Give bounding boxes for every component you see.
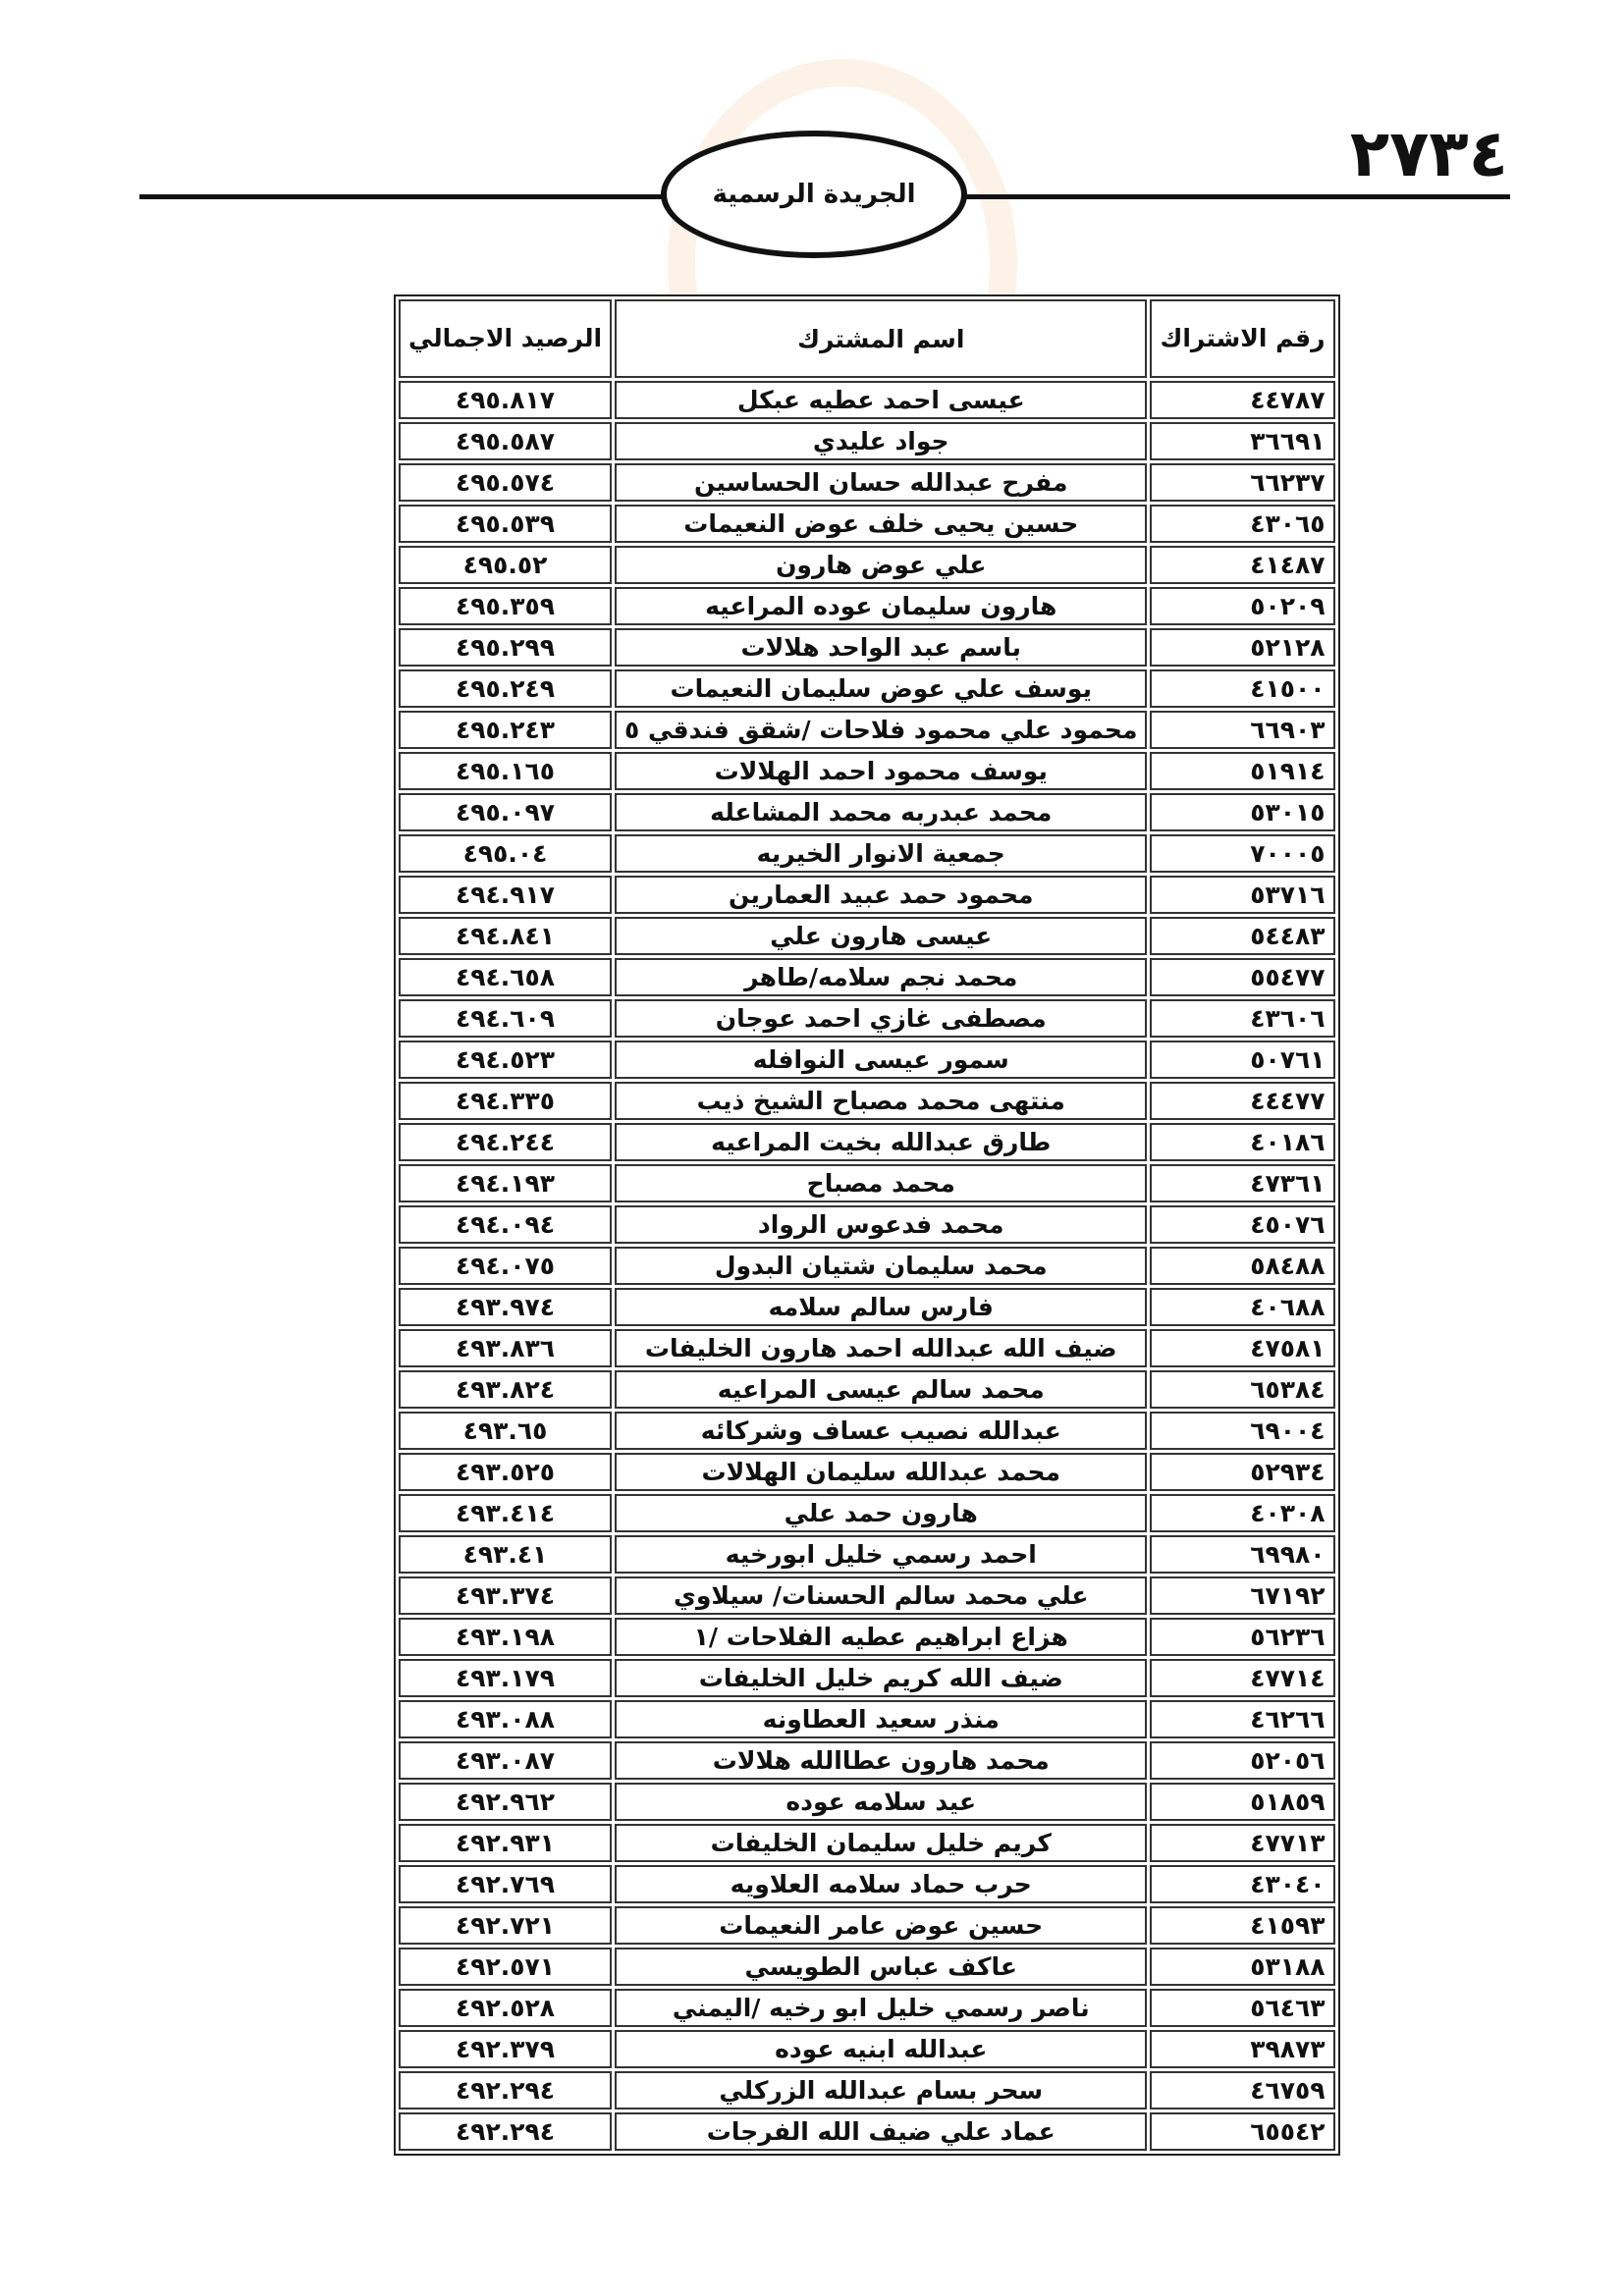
subscriber-name-cell: يوسف علي عوض سليمان النعيمات	[615, 669, 1147, 708]
subscription-number-cell: ٥٥٤٧٧	[1150, 958, 1334, 996]
table-row	[399, 1700, 1335, 1738]
subscription-number-cell: ٥٠٧٦١	[1150, 1041, 1334, 1079]
subscription-number-cell: ٥٣٠١٥	[1150, 793, 1334, 831]
subscriber-name-cell: كريم خليل سليمان الخليفات	[615, 1824, 1147, 1862]
table-row	[399, 1370, 1335, 1409]
total-balance-cell: ٤٩٤.٥٢٣	[399, 1041, 612, 1079]
subscription-number-cell: ٥٣١٨٨	[1150, 1948, 1334, 1986]
total-balance-cell: ٤٩٢.٧٢١	[399, 1906, 612, 1945]
subscriber-name-cell: عبدالله ابنيه عوده	[615, 2030, 1147, 2068]
subscriber-name-cell: باسم عبد الواحد هلالات	[615, 628, 1147, 667]
subscription-number-cell: ٤١٤٨٧	[1150, 546, 1334, 584]
total-balance-cell: ٤٩٢.٥٢٨	[399, 1989, 612, 2027]
total-balance-cell: ٤٩٣.٤١٤	[399, 1494, 612, 1532]
total-balance-cell: ٤٩٥.٥٣٩	[399, 505, 612, 543]
subscriber-name-cell: عاكف عباس الطويسي	[615, 1948, 1147, 1986]
subscriber-name-cell: مصطفى غازي احمد عوجان	[615, 999, 1147, 1038]
table-header-row	[399, 299, 1335, 378]
table-row	[399, 1288, 1335, 1326]
subscriber-name-cell: ناصر رسمي خليل ابو رخيه /اليمني	[615, 1989, 1147, 2027]
subscriber-name-cell: محمد مصباح	[615, 1164, 1147, 1202]
total-balance-cell: ٤٩٣.٨٢٤	[399, 1370, 612, 1409]
subscriber-name-cell: عيسى هارون علي	[615, 917, 1147, 955]
subscription-number-cell: ٤٠٦٨٨	[1150, 1288, 1334, 1326]
subscription-number-cell: ٦٥٥٤٢	[1150, 2112, 1334, 2151]
table-row	[399, 1865, 1335, 1903]
total-balance-cell: ٤٩٣.٨٣٦	[399, 1329, 612, 1367]
subscription-number-cell: ٥٢٠٥٦	[1150, 1741, 1334, 1780]
total-balance-cell: ٤٩٥.٨١٧	[399, 381, 612, 419]
subscription-number-cell: ٥٢١٢٨	[1150, 628, 1334, 667]
total-balance-cell: ٤٩٣.٩٧٤	[399, 1288, 612, 1326]
subscriber-name-cell: عيسى احمد عطيه عبكل	[615, 381, 1147, 419]
subscription-number-cell: ٤٥٠٧٦	[1150, 1205, 1334, 1244]
table-row	[399, 1123, 1335, 1161]
subscriber-name-cell: منذر سعيد العطاونه	[615, 1700, 1147, 1738]
table-row	[399, 1535, 1335, 1574]
subscription-number-cell: ٤٧٧١٤	[1150, 1659, 1334, 1697]
subscriber-name-cell: طارق عبدالله بخيت المراعيه	[615, 1123, 1147, 1161]
table-row	[399, 1041, 1335, 1079]
subscription-number-cell: ٦٩٩٨٠	[1150, 1535, 1334, 1574]
table-row	[399, 1659, 1335, 1697]
subscriber-name-cell: محمد نجم سلامه/طاهر	[615, 958, 1147, 996]
subscription-number-cell: ٤٦٢٦٦	[1150, 1700, 1334, 1738]
subscriber-name-cell: ضيف الله كريم خليل الخليفات	[615, 1659, 1147, 1697]
table-row	[399, 1494, 1335, 1532]
column-header-total-balance: الرصيد الاجمالي	[399, 299, 612, 378]
subscriber-name-cell: مفرح عبدالله حسان الحساسين	[615, 463, 1147, 502]
table-row	[399, 1247, 1335, 1285]
total-balance-cell: ٤٩٢.٢٩٤	[399, 2112, 612, 2151]
table-row	[399, 1164, 1335, 1202]
subscriber-name-cell: عيد سلامه عوده	[615, 1783, 1147, 1821]
subscriber-name-cell: هزاع ابراهيم عطيه الفلاحات /١	[615, 1618, 1147, 1656]
table-row	[399, 1783, 1335, 1821]
subscription-number-cell: ٤٧٥٨١	[1150, 1329, 1334, 1367]
subscription-number-cell: ٤٦٧٥٩	[1150, 2071, 1334, 2109]
table-row	[399, 1618, 1335, 1656]
table-row	[399, 834, 1335, 873]
table-row	[399, 628, 1335, 667]
subscription-number-cell: ٤٠١٨٦	[1150, 1123, 1334, 1161]
subscriber-name-cell: جواد عليدي	[615, 422, 1147, 460]
total-balance-cell: ٤٩٤.٣٣٥	[399, 1082, 612, 1120]
subscription-number-cell: ٥٦٢٣٦	[1150, 1618, 1334, 1656]
total-balance-cell: ٤٩٥.١٦٥	[399, 752, 612, 790]
table-row	[399, 1329, 1335, 1367]
subscriber-name-cell: سمور عيسى النوافله	[615, 1041, 1147, 1079]
total-balance-cell: ٤٩٢.٢٩٤	[399, 2071, 612, 2109]
subscriber-name-cell: جمعية الانوار الخيريه	[615, 834, 1147, 873]
total-balance-cell: ٤٩٤.٠٩٤	[399, 1205, 612, 1244]
total-balance-cell: ٤٩٥.٢٩٩	[399, 628, 612, 667]
total-balance-cell: ٤٩٤.١٩٣	[399, 1164, 612, 1202]
page-number: ٢٧٣٤	[1349, 116, 1508, 191]
publication-title: الجريدة الرسمية	[712, 180, 916, 209]
table-row	[399, 958, 1335, 996]
subscriber-name-cell: ضيف الله عبدالله احمد هارون الخليفات	[615, 1329, 1147, 1367]
subscriber-name-cell: عبدالله نصيب عساف وشركائه	[615, 1412, 1147, 1450]
total-balance-cell: ٤٩٥.٠٤	[399, 834, 612, 873]
subscriber-name-cell: محمد فدعوس الرواد	[615, 1205, 1147, 1244]
table-row	[399, 1989, 1335, 2027]
table-row	[399, 793, 1335, 831]
table-row	[399, 1082, 1335, 1120]
subscription-number-cell: ٤٣٠٤٠	[1150, 1865, 1334, 1903]
table-row	[399, 917, 1335, 955]
table-row	[399, 711, 1335, 749]
table-row	[399, 1453, 1335, 1491]
subscriber-name-cell: محمود حمد عبيد العمارين	[615, 876, 1147, 914]
total-balance-cell: ٤٩٣.٠٨٧	[399, 1741, 612, 1780]
total-balance-cell: ٤٩٤.٠٧٥	[399, 1247, 612, 1285]
subscription-number-cell: ٧٠٠٠٥	[1150, 834, 1334, 873]
subscription-number-cell: ٦٦٩٠٣	[1150, 711, 1334, 749]
table-row	[399, 999, 1335, 1038]
column-header-subscriber-name: اسم المشترك	[615, 299, 1147, 378]
total-balance-cell: ٤٩٥.٥٨٧	[399, 422, 612, 460]
subscriber-name-cell: حرب حماد سلامه العلاويه	[615, 1865, 1147, 1903]
publication-title-oval	[661, 131, 967, 258]
subscription-number-cell: ٤٣٠٦٥	[1150, 505, 1334, 543]
table-row	[399, 1824, 1335, 1862]
subscriber-name-cell: محمد هارون عطاالله هلالات	[615, 1741, 1147, 1780]
table-row	[399, 1741, 1335, 1780]
table-row	[399, 669, 1335, 708]
total-balance-cell: ٤٩٣.٥٢٥	[399, 1453, 612, 1491]
subscription-number-cell: ٦٦٢٣٧	[1150, 463, 1334, 502]
subscriber-name-cell: محمد عبدربه محمد المشاعله	[615, 793, 1147, 831]
total-balance-cell: ٤٩٣.٦٥	[399, 1412, 612, 1450]
subscriber-name-cell: احمد رسمي خليل ابورخيه	[615, 1535, 1147, 1574]
subscriber-name-cell: محمد سالم عيسى المراعيه	[615, 1370, 1147, 1409]
subscriber-name-cell: حسين عوض عامر النعيمات	[615, 1906, 1147, 1945]
table-row	[399, 752, 1335, 790]
subscription-number-cell: ٥٢٩٣٤	[1150, 1453, 1334, 1491]
subscriber-name-cell: محمد سليمان شتيان البدول	[615, 1247, 1147, 1285]
subscriber-name-cell: منتهى محمد مصباح الشيخ ذيب	[615, 1082, 1147, 1120]
total-balance-cell: ٤٩٢.٩٣١	[399, 1824, 612, 1862]
total-balance-cell: ٤٩٥.٢٤٩	[399, 669, 612, 708]
subscription-number-cell: ٤٤٧٨٧	[1150, 381, 1334, 419]
subscription-number-cell: ٥١٩١٤	[1150, 752, 1334, 790]
table-row	[399, 876, 1335, 914]
subscriber-name-cell: سحر بسام عبدالله الزركلي	[615, 2071, 1147, 2109]
total-balance-cell: ٤٩٢.٥٧١	[399, 1948, 612, 1986]
table-row	[399, 1948, 1335, 1986]
subscribers-table	[394, 294, 1340, 2156]
total-balance-cell: ٤٩٢.٩٦٢	[399, 1783, 612, 1821]
total-balance-cell: ٤٩٣.٤١	[399, 1535, 612, 1574]
subscriber-name-cell: يوسف محمود احمد الهلالات	[615, 752, 1147, 790]
subscription-number-cell: ٤٧٣٦١	[1150, 1164, 1334, 1202]
total-balance-cell: ٤٩٥.٥٢	[399, 546, 612, 584]
total-balance-cell: ٤٩٣.١٧٩	[399, 1659, 612, 1697]
table-row	[399, 546, 1335, 584]
table-row	[399, 422, 1335, 460]
subscription-number-cell: ٤٤٤٧٧	[1150, 1082, 1334, 1120]
total-balance-cell: ٤٩٥.٥٧٤	[399, 463, 612, 502]
subscription-number-cell: ٤٠٣٠٨	[1150, 1494, 1334, 1532]
subscriber-name-cell: علي عوض هارون	[615, 546, 1147, 584]
table-row	[399, 463, 1335, 502]
subscription-number-cell: ٥٦٤٦٣	[1150, 1989, 1334, 2027]
table-row	[399, 1576, 1335, 1615]
subscription-number-cell: ٥١٨٥٩	[1150, 1783, 1334, 1821]
subscriber-name-cell: هارون سليمان عوده المراعيه	[615, 587, 1147, 625]
table-row	[399, 505, 1335, 543]
subscription-number-cell: ٣٩٨٧٣	[1150, 2030, 1334, 2068]
total-balance-cell: ٤٩٥.٢٤٣	[399, 711, 612, 749]
subscription-number-cell: ٤١٥٩٣	[1150, 1906, 1334, 1945]
subscription-number-cell: ٥٨٤٨٨	[1150, 1247, 1334, 1285]
total-balance-cell: ٤٩٤.٢٤٤	[399, 1123, 612, 1161]
total-balance-cell: ٤٩٤.٨٤١	[399, 917, 612, 955]
subscription-number-cell: ٥٣٧١٦	[1150, 876, 1334, 914]
subscription-number-cell: ٣٦٦٩١	[1150, 422, 1334, 460]
subscription-number-cell: ٤١٥٠٠	[1150, 669, 1334, 708]
table-row	[399, 381, 1335, 419]
total-balance-cell: ٤٩٥.٠٩٧	[399, 793, 612, 831]
subscription-number-cell: ٥٠٢٠٩	[1150, 587, 1334, 625]
subscription-number-cell: ٦٧١٩٢	[1150, 1576, 1334, 1615]
subscriber-name-cell: فارس سالم سلامه	[615, 1288, 1147, 1326]
table-row	[399, 2112, 1335, 2151]
subscriber-name-cell: عماد علي ضيف الله الفرجات	[615, 2112, 1147, 2151]
total-balance-cell: ٤٩٥.٣٥٩	[399, 587, 612, 625]
total-balance-cell: ٤٩٤.٦٠٩	[399, 999, 612, 1038]
subscription-number-cell: ٤٧٧١٣	[1150, 1824, 1334, 1862]
column-header-subscription-number: رقم الاشتراك	[1150, 299, 1334, 378]
table-row	[399, 1205, 1335, 1244]
subscription-number-cell: ٦٩٠٠٤	[1150, 1412, 1334, 1450]
subscriber-name-cell: هارون حمد علي	[615, 1494, 1147, 1532]
table-row	[399, 1412, 1335, 1450]
table-row	[399, 2071, 1335, 2109]
total-balance-cell: ٤٩٣.٣٧٤	[399, 1576, 612, 1615]
total-balance-cell: ٤٩٤.٩١٧	[399, 876, 612, 914]
table-row	[399, 2030, 1335, 2068]
subscription-number-cell: ٦٥٣٨٤	[1150, 1370, 1334, 1409]
table-row	[399, 587, 1335, 625]
table-row	[399, 1906, 1335, 1945]
subscriber-name-cell: حسين يحيى خلف عوض النعيمات	[615, 505, 1147, 543]
subscription-number-cell: ٤٣٦٠٦	[1150, 999, 1334, 1038]
subscriber-name-cell: علي محمد سالم الحسنات/ سيلاوي	[615, 1576, 1147, 1615]
total-balance-cell: ٤٩٢.٣٧٩	[399, 2030, 612, 2068]
total-balance-cell: ٤٩٢.٧٦٩	[399, 1865, 612, 1903]
subscriber-name-cell: محمود علي محمود فلاحات /شقق فندقي ٥	[615, 711, 1147, 749]
total-balance-cell: ٤٩٣.١٩٨	[399, 1618, 612, 1656]
total-balance-cell: ٤٩٣.٠٨٨	[399, 1700, 612, 1738]
total-balance-cell: ٤٩٤.٦٥٨	[399, 958, 612, 996]
subscriber-name-cell: محمد عبدالله سليمان الهلالات	[615, 1453, 1147, 1491]
subscription-number-cell: ٥٤٤٨٣	[1150, 917, 1334, 955]
